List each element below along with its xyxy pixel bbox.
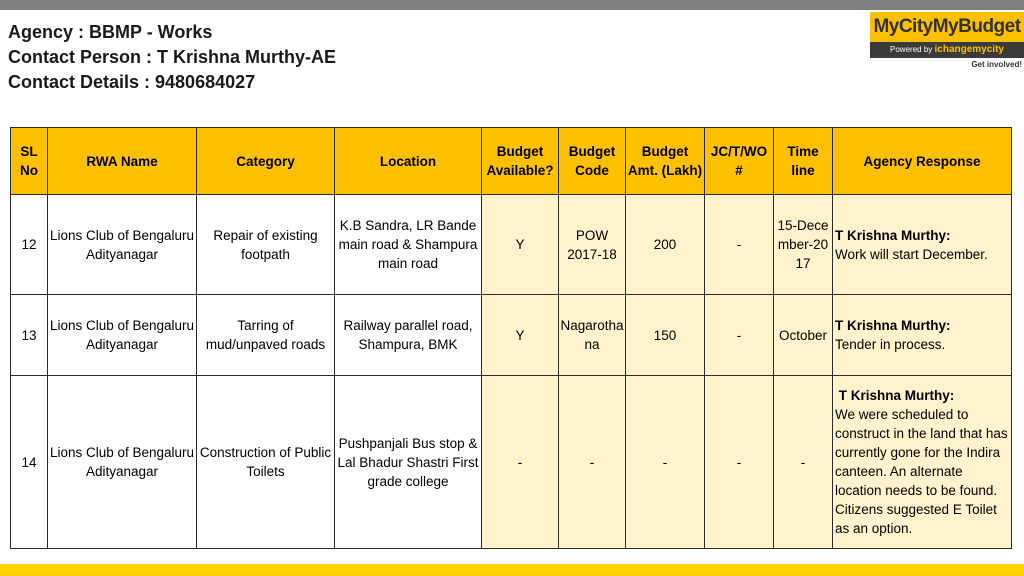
response-text: Work will start December. [835,246,988,262]
col-header-budget-available: Budget Available? [482,128,559,195]
works-table [10,127,1012,549]
response-text: Tender in process. [835,337,946,352]
top-bar [0,0,1024,10]
col-header-sl: SL No [11,128,48,195]
cell-budget-amt: - [626,376,705,549]
cell-timeline: October [774,295,833,376]
response-name: T Krishna Murthy: [835,318,951,333]
cell-budget-code: - [559,376,626,549]
cell-location: Pushpanjali Bus stop & Lal Bhadur Shastri First grade college [335,376,482,549]
col-header-budget-amt: Budget Amt. (Lakh) [626,128,705,195]
cell-timeline: - [774,376,833,549]
cell-budget-available: Y [482,195,559,295]
col-header-category: Category [197,128,335,195]
table-row [11,376,1012,549]
cell-location: Railway parallel road, Shampura, BMK [335,295,482,376]
logo-powered-brand: ichangemycity [934,44,1004,55]
cell-category: Repair of existing footpath [197,195,335,295]
logo-text-budget: Budget [958,16,1021,37]
col-header-jc: JC/T/WO # [705,128,774,195]
cell-budget-available: Y [482,295,559,376]
table-row [11,195,1012,295]
col-header-location: Location [335,128,482,195]
logo-text-mycitymy: MyCityMy [873,16,959,37]
cell-response [833,295,1012,376]
cell-jc: - [705,195,774,295]
contact-details-line: Contact Details : 9480684027 [8,72,256,92]
response-name: T Krishna Murthy: [835,227,951,243]
cell-sl: 12 [11,195,48,295]
cell-timeline: 15-December-2017 [774,195,833,295]
cell-budget-amt: 150 [626,295,705,376]
bottom-bar [0,564,1024,576]
cell-location: K.B Sandra, LR Bande main road & Shampura main road [335,195,482,295]
col-header-budget-code: Budget Code [559,128,626,195]
cell-jc: - [705,295,774,376]
cell-rwa: Lions Club of Bengaluru Adityanagar [48,295,197,376]
cell-category: Tarring of mud/unpaved roads [197,295,335,376]
response-name: T Krishna Murthy: [835,388,955,403]
cell-budget-code: Nagarothana [559,295,626,376]
col-header-response: Agency Response [833,128,1012,195]
cell-sl: 13 [11,295,48,376]
cell-category: Construction of Public Toilets [197,376,335,549]
contact-person-line: Contact Person : T Krishna Murthy-AE [8,47,337,67]
cell-budget-available: - [482,376,559,549]
table-header-row [11,128,1012,195]
cell-budget-amt: 200 [626,195,705,295]
logo-tagline: Get involved! [971,60,1022,69]
table-row [11,295,1012,376]
cell-jc: - [705,376,774,549]
header [8,20,336,95]
cell-rwa: Lions Club of Bengaluru Adityanagar [48,376,197,549]
mycitymybudget-logo [870,12,1024,74]
logo-powered-by: Powered by [890,45,933,54]
cell-rwa: Lions Club of Bengaluru Adityanagar [48,195,197,295]
agency-line: Agency : BBMP - Works [8,22,213,42]
col-header-rwa: RWA Name [48,128,197,195]
col-header-timeline: Time line [774,128,833,195]
cell-response [833,195,1012,295]
cell-budget-code: POW 2017-18 [559,195,626,295]
cell-sl: 14 [11,376,48,549]
cell-response [833,376,1012,549]
response-text: We were scheduled to construct in the land that has currently gone for the Indira canteen. An alternate location needs to be found. Citizens suggested E Toilet as an option. [835,407,1008,536]
